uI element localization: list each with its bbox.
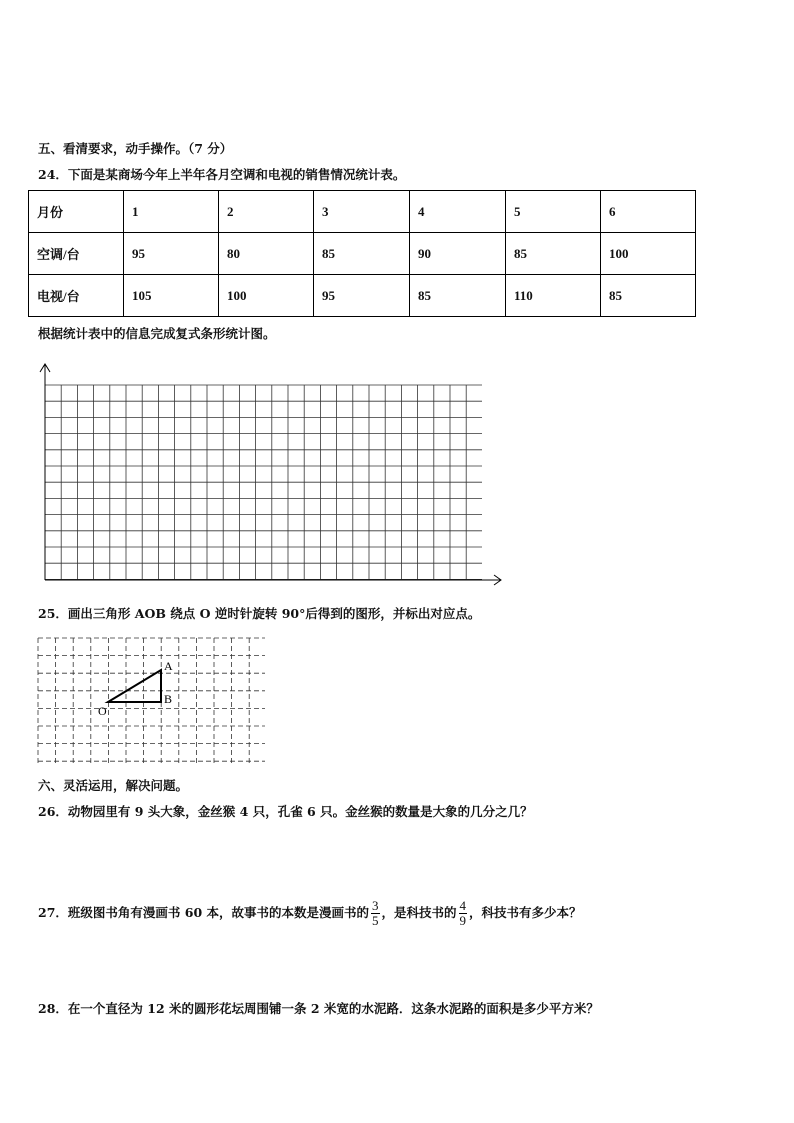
- table-cell: 100: [601, 233, 696, 275]
- table-cell: 6: [601, 191, 696, 233]
- question-27-part2: ，是科技书的: [381, 905, 457, 920]
- question-25-text: 25．画出三角形 AOB 绕点 O 逆时针旋转 90°后得到的图形，并标出对应点。: [38, 606, 481, 621]
- fraction-denominator: 9: [459, 913, 467, 928]
- table-cell: 90: [410, 233, 506, 275]
- table-cell: 电视/台: [29, 275, 124, 317]
- table-cell: 85: [601, 275, 696, 317]
- table-cell: 2: [219, 191, 314, 233]
- table-cell: 80: [219, 233, 314, 275]
- table-cell: 85: [506, 233, 601, 275]
- question-24-instruction: 根据统计表中的信息完成复式条形统计图。: [38, 326, 276, 341]
- point-a-label: A: [164, 659, 173, 673]
- table-cell: 85: [410, 275, 506, 317]
- table-cell: 3: [314, 191, 410, 233]
- point-b-label: B: [164, 692, 173, 706]
- table-cell: 空调/台: [29, 233, 124, 275]
- table-cell: 月份: [29, 191, 124, 233]
- section-six-heading: 六、灵活运用，解决问题。: [38, 778, 189, 793]
- question-27-part3: ，科技书有多少本？: [469, 905, 582, 920]
- table-cell: 100: [219, 275, 314, 317]
- fraction-numerator: 3: [372, 898, 379, 913]
- point-o-label: O: [98, 704, 107, 718]
- question-28-text: 28．在一个直径为 12 米的圆形花坛周围铺一条 2 米宽的水泥路．这条水泥路的面积是多少平方米？: [38, 1001, 599, 1016]
- question-27-text: [38, 894, 582, 932]
- triangle-aob: [108, 670, 161, 702]
- table-cell: 85: [314, 233, 410, 275]
- table-cell: 105: [124, 275, 219, 317]
- table-cell: 95: [314, 275, 410, 317]
- table-cell: 110: [506, 275, 601, 317]
- table-cell: 5: [506, 191, 601, 233]
- table-cell: 4: [410, 191, 506, 233]
- table-cell: 95: [124, 233, 219, 275]
- fraction-three-fifths: [371, 899, 380, 928]
- table-cell: 1: [124, 191, 219, 233]
- fraction-four-ninths: [459, 899, 468, 928]
- fraction-denominator: 5: [372, 913, 379, 928]
- question-24-text: 24．下面是某商场今年上半年各月空调和电视的销售情况统计表。: [38, 167, 406, 182]
- section-five-heading: 五、看清要求，动手操作。（7 分）: [38, 141, 233, 156]
- question-26-text: 26．动物园里有 9 头大象，金丝猴 4 只，孔雀 6 只。金丝猴的数量是大象的几分之几？: [38, 804, 533, 819]
- question-27-part1: 27．班级图书角有漫画书 60 本，故事书的本数是漫画书的: [38, 905, 369, 920]
- fraction-numerator: 4: [459, 898, 467, 913]
